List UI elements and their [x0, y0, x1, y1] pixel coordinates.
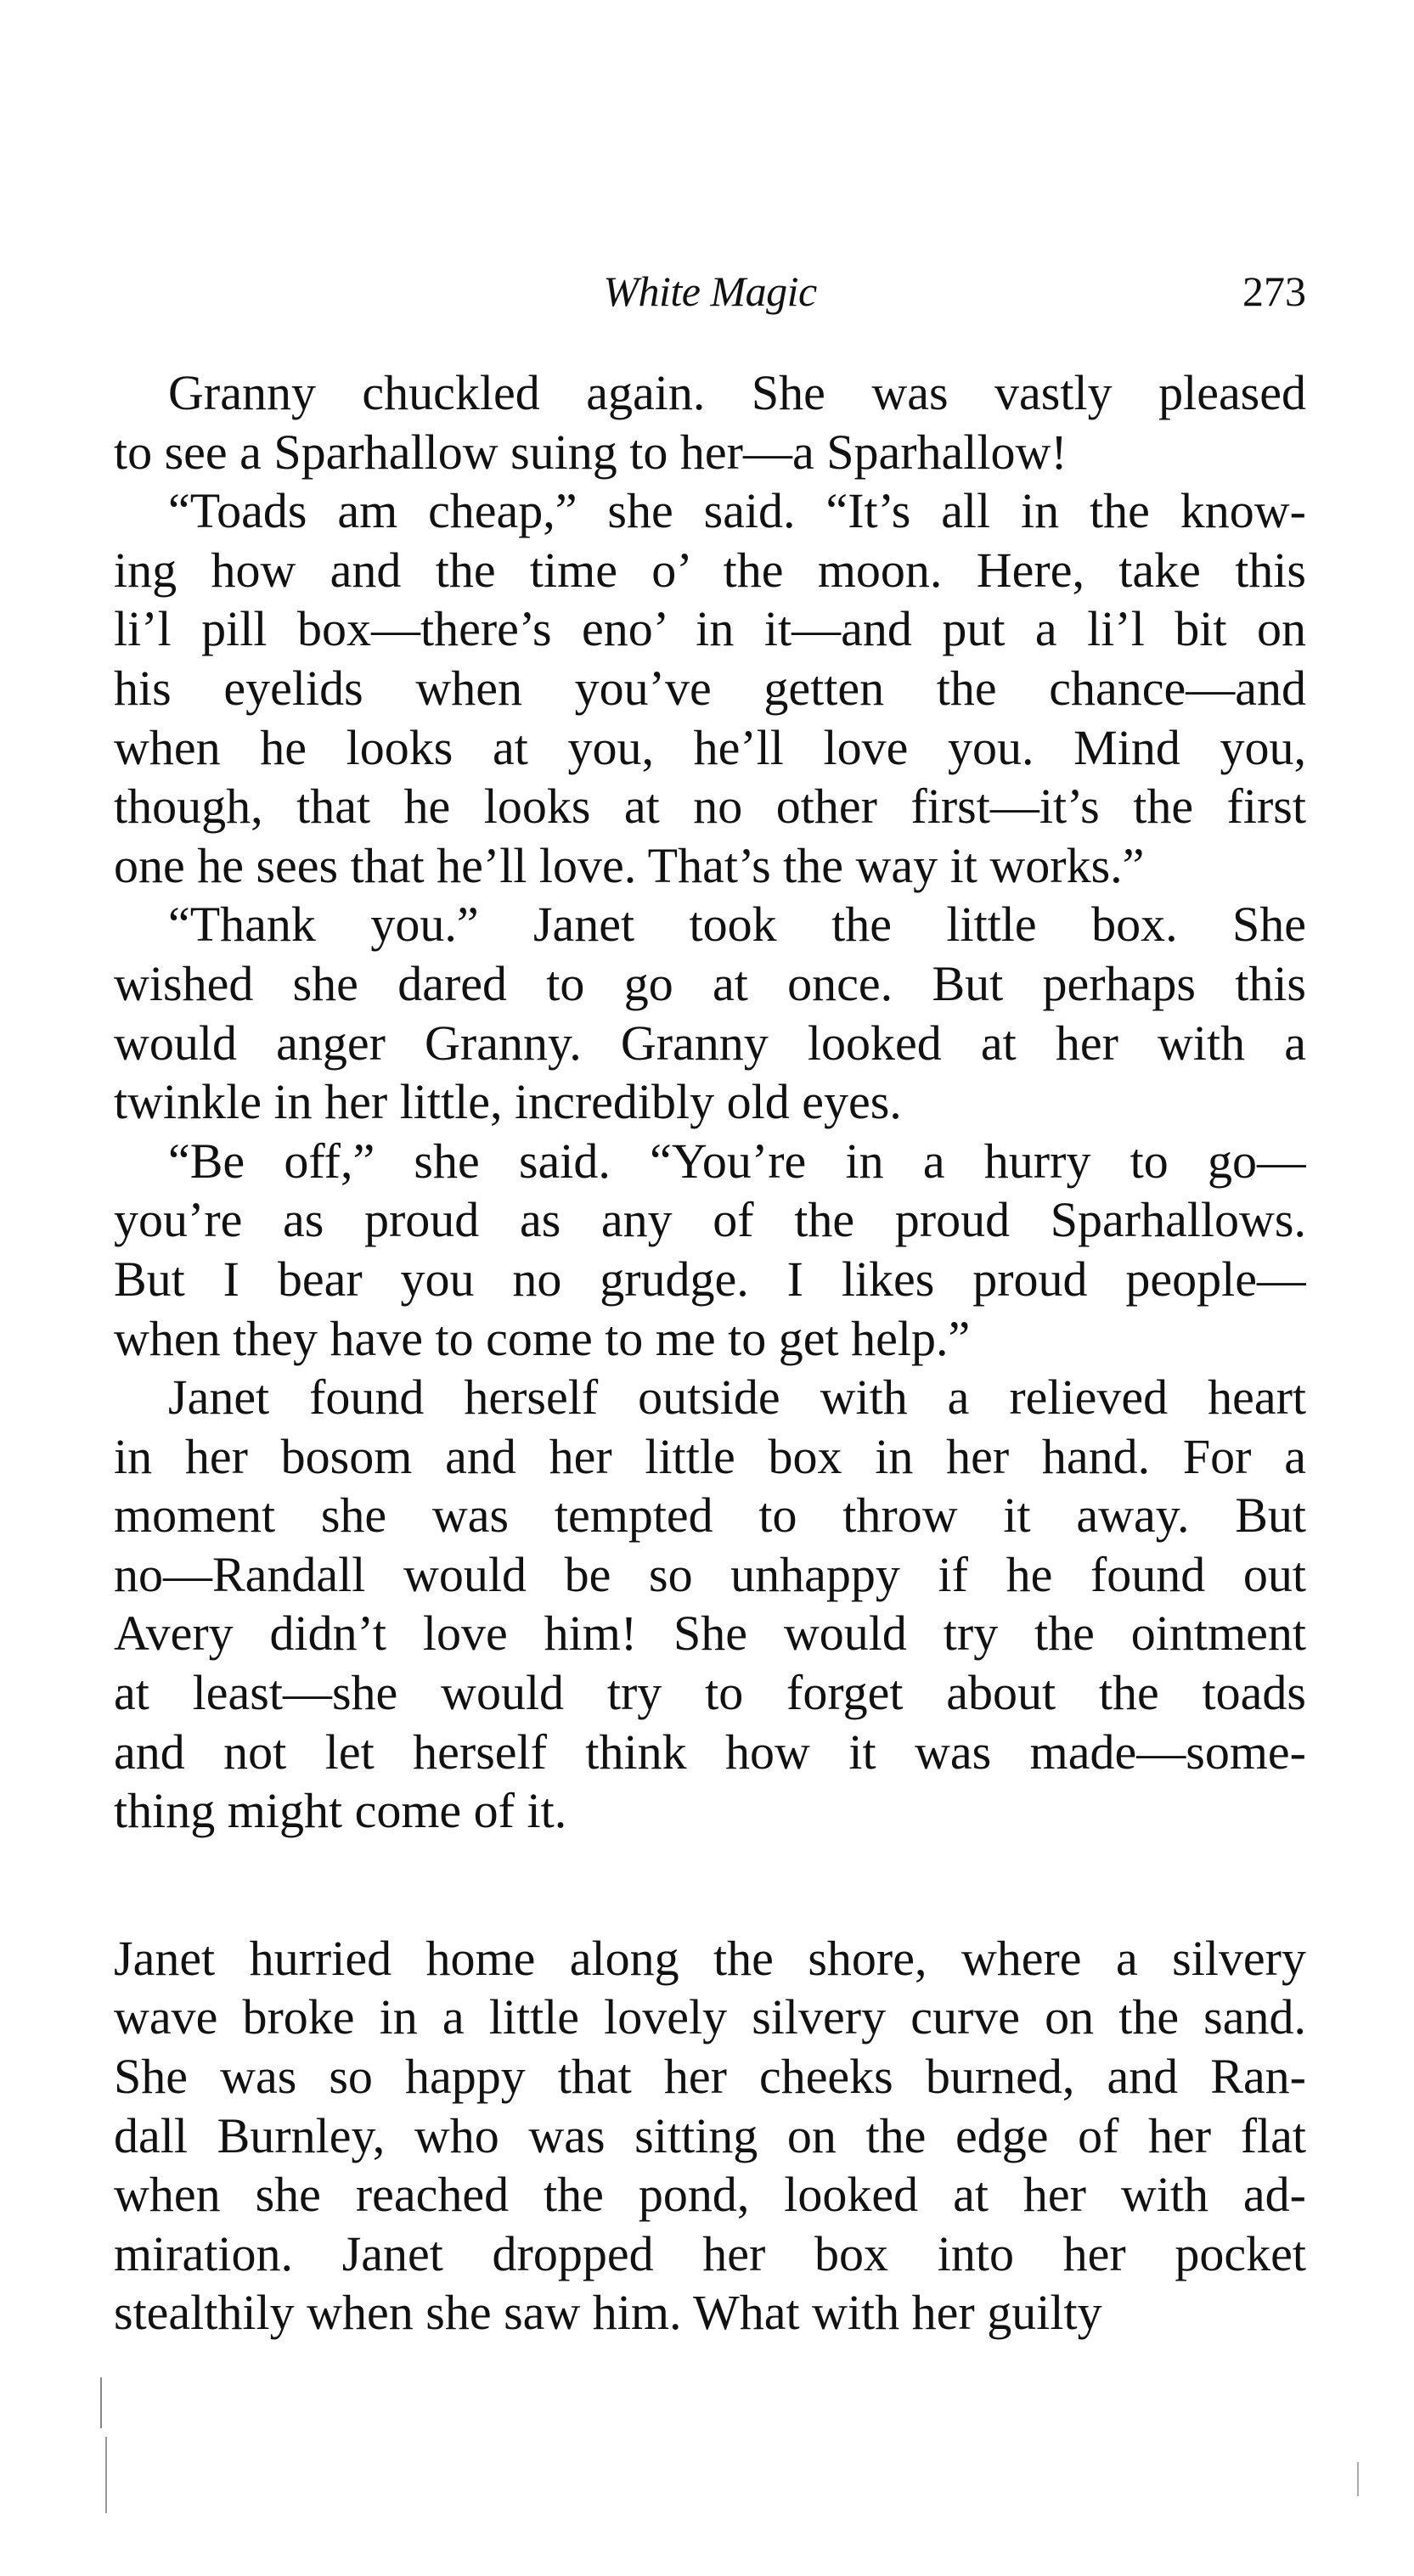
text-line: thing might come of it. [114, 1783, 567, 1839]
text-line: Avery didn’t love him! She would try the ointment [114, 1606, 1306, 1662]
scan-artifact [100, 2377, 102, 2428]
text-line: stealthily when she saw him. What with her guilty [114, 2285, 1102, 2341]
paragraph [114, 481, 1306, 895]
text-line: you’re as proud as any of the proud Sparhallows. [114, 1192, 1306, 1248]
text-line: when she reached the pond, looked at her with ad- [114, 2167, 1306, 2223]
text-line: though, that he looks at no other first—it’s the first [114, 779, 1306, 835]
text-line: to see a Sparhallow suing to her—a Sparhallow! [114, 424, 1068, 480]
text-line: She was so happy that her cheeks burned, and Ran- [114, 2049, 1306, 2105]
text-line: would anger Granny. Granny looked at her with a [114, 1015, 1306, 1071]
page-number: 273 [1242, 267, 1306, 315]
text-line: miration. Janet dropped her box into her pocket [114, 2225, 1306, 2281]
paragraph [114, 363, 1306, 481]
text-line: But I bear you no grudge. I likes proud people— [114, 1251, 1306, 1307]
scan-artifact [105, 2437, 107, 2513]
text-line: li’l pill box—there’s eno’ in it—and put a li’l bit on [114, 601, 1306, 657]
text-line: his eyelids when you’ve getten the chance—and [114, 660, 1306, 716]
running-title: White Magic [603, 267, 817, 315]
text-line: “Toads am cheap,” she said. “It’s all in the know- [168, 483, 1306, 539]
body-text [114, 363, 1306, 2343]
text-line: “Be off,” she said. “You’re in a hurry to go— [168, 1133, 1306, 1189]
page-header [114, 262, 1306, 321]
text-line: no—Randall would be so unhappy if he found out [114, 1546, 1306, 1602]
text-line: when they have to come to me to get help.” [114, 1310, 971, 1366]
paragraph [114, 1929, 1306, 2343]
text-line: Janet found herself outside with a relieved heart [168, 1370, 1306, 1426]
text-line: wave broke in a little lovely silvery curve on the sand. [114, 1989, 1306, 2045]
text-line: “Thank you.” Janet took the little box. She [168, 897, 1306, 953]
paragraph [114, 895, 1306, 1131]
text-line: in her bosom and her little box in her hand. For a [114, 1428, 1306, 1484]
text-line: twinkle in her little, incredibly old eyes. [114, 1074, 902, 1130]
text-line: ing how and the time o’ the moon. Here, take this [114, 542, 1306, 598]
paragraph [114, 1368, 1306, 1841]
text-line: wished she dared to go at once. But perhaps this [114, 955, 1306, 1011]
text-line: Janet hurried home along the shore, where a silvery [114, 1930, 1306, 1986]
text-line: dall Burnley, who was sitting on the edge of her flat [114, 2107, 1306, 2163]
text-line: and not let herself think how it was made—some- [114, 1724, 1306, 1780]
scan-artifact [1357, 2462, 1359, 2496]
text-line: at least—she would try to forget about the toads [114, 1665, 1306, 1721]
text-line: Granny chuckled again. She was vastly pleased [168, 365, 1306, 420]
text-line: when he looks at you, he’ll love you. Mind you, [114, 719, 1306, 775]
section-break [114, 1841, 1306, 1929]
paragraph [114, 1132, 1306, 1368]
text-line: moment she was tempted to throw it away. But [114, 1488, 1306, 1544]
text-line: one he sees that he’ll love. That’s the way it works.” [114, 837, 1145, 893]
